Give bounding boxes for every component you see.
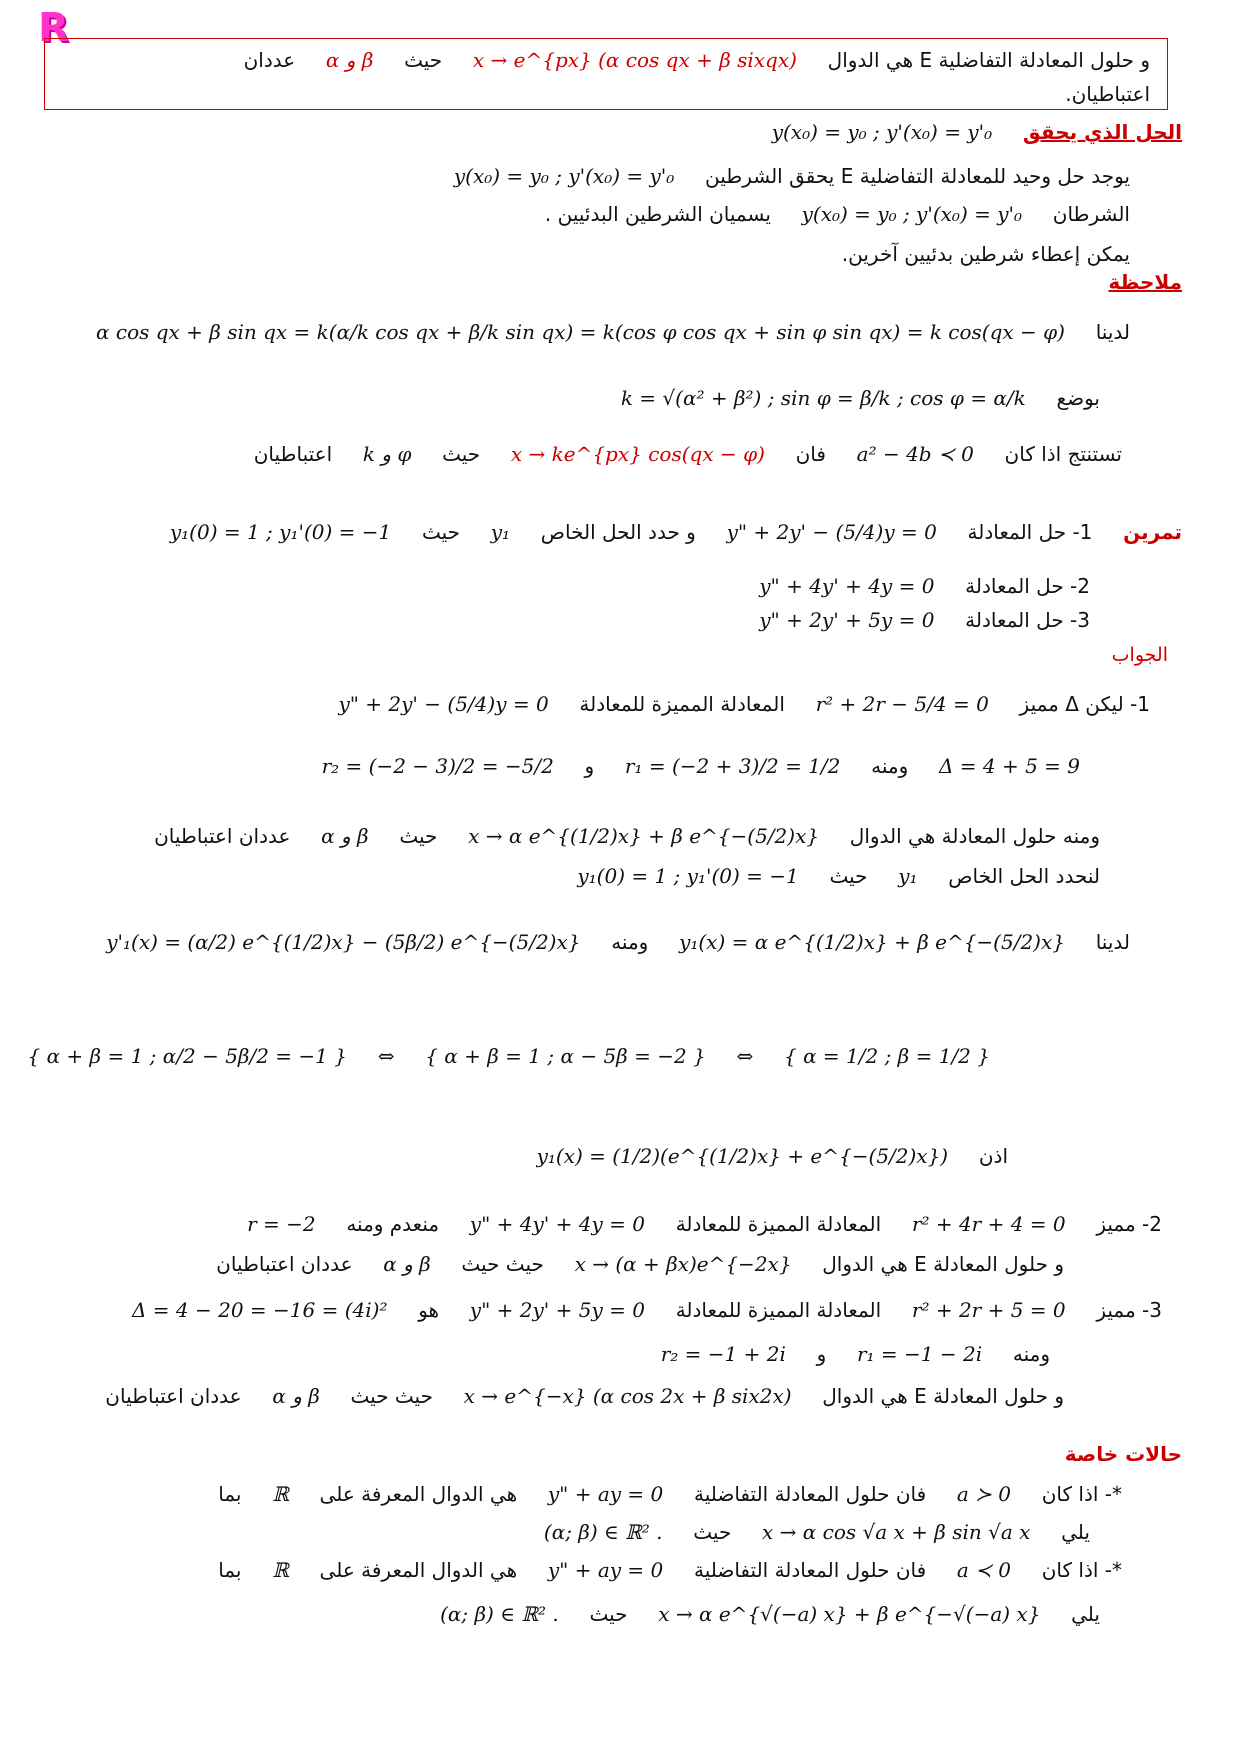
answer-line-c1	[132, 1296, 1162, 1324]
exercise-line-2	[759, 572, 1090, 600]
formula: y₁(x) = α e^{(1/2)x} + β e^{−(5/2)x}	[679, 930, 1065, 954]
text: حيث	[589, 1602, 628, 1626]
text: ومنه	[1012, 1342, 1050, 1366]
answer-line-b2	[216, 1250, 1064, 1278]
section-heading: حالات خاصة	[1064, 1442, 1182, 1466]
formula: y(x₀) = y₀ ; y'(x₀) = y'₀	[453, 164, 675, 188]
unique-line-2	[545, 200, 1130, 228]
text: حيث	[399, 824, 438, 848]
special-line-2	[544, 1518, 1090, 1546]
formula: α cos qx + β sin qx = k(α/k cos qx + β/k sin qx) = k(cos φ cos qx + sin φ sin qx) = k cos(qx − φ)	[96, 320, 1065, 344]
text: حيث حيث	[350, 1384, 433, 1408]
text: المعادلة المميزة للمعادلة	[675, 1212, 882, 1236]
text: لدينا	[1095, 930, 1130, 954]
text: *- اذا كان	[1041, 1482, 1122, 1506]
text: لدينا	[1095, 320, 1130, 344]
formula: ℝ	[272, 1482, 289, 1506]
text: 3- مميز	[1096, 1298, 1162, 1322]
formula: y" + 4y' + 4y = 0	[759, 574, 935, 598]
exercise-line-3	[759, 606, 1090, 634]
text: منعدم ومنه	[346, 1212, 440, 1236]
text: حيث حيث	[461, 1252, 544, 1276]
text: حيث	[442, 442, 481, 466]
formula: a ≺ 0	[956, 1558, 1012, 1582]
text: و حلول المعادلة E هي الدوال	[822, 1384, 1064, 1408]
formula: (α; β) ∈ ℝ² .	[543, 1520, 663, 1544]
text: 3- حل المعادلة	[965, 608, 1090, 632]
formula: y₁(0) = 1 ; y₁'(0) = −1	[169, 520, 392, 544]
logo: R	[38, 5, 69, 51]
text: عددان اعتباطيان	[216, 1252, 353, 1276]
formula: y" + 2y' + 5y = 0	[759, 608, 935, 632]
text: و حلول المعادلة E هي الدوال	[822, 1252, 1064, 1276]
text: هي الدوال المعرفة على	[319, 1482, 518, 1506]
note-line-2	[621, 384, 1100, 412]
text: لنحدد الحل الخاص	[948, 864, 1100, 888]
formula: y₁	[898, 864, 918, 888]
formula: a ≻ 0	[956, 1482, 1012, 1506]
formula: r₂ = (−2 − 3)/2 = −5/2	[321, 754, 554, 778]
text: حيث	[421, 520, 461, 544]
answer-heading-line	[1112, 640, 1168, 669]
formula: r₂ = −1 + 2i	[660, 1342, 786, 1366]
formula: y(x₀) = y₀ ; y'(x₀) = y'₀	[801, 202, 1023, 226]
formula: x → (α + βx)e^{−2x}	[574, 1252, 792, 1276]
note-line-3	[254, 440, 1122, 468]
formula: k = √(α² + β²) ; sin φ = β/k ; cos φ = α/k	[620, 386, 1026, 410]
answer-line-6	[537, 1142, 1008, 1170]
formula: y₁	[490, 520, 511, 544]
boxed-formula: α و β	[325, 48, 374, 72]
answer-system	[0, 1042, 990, 1070]
text: يسميان الشرطين البدئيين .	[544, 202, 771, 226]
answer-line-1	[338, 690, 1150, 718]
text: فان	[795, 442, 826, 466]
answer-line-4	[577, 862, 1100, 890]
text: حيث	[693, 1520, 732, 1544]
boxed-formula: x → e^{px} (α cos qx + β sixqx)	[472, 48, 797, 72]
formula: r₁ = (−2 + 3)/2 = 1/2	[624, 754, 841, 778]
text: و حدد الحل الخاص	[540, 520, 696, 544]
formula: { α + β = 1 ; α − 5β = −2 }	[425, 1044, 706, 1068]
text: و	[584, 754, 595, 778]
text: بما	[218, 1558, 242, 1582]
formula: x → α e^{(1/2)x} + β e^{−(5/2)x}	[468, 824, 820, 848]
formula: x → α cos √a x + β sin √a x	[762, 1520, 1031, 1544]
formula: α و β	[383, 1252, 431, 1276]
formula: x → α e^{√(−a) x} + β e^{−√(−a) x}	[658, 1602, 1041, 1626]
special-line-1	[218, 1480, 1122, 1508]
text: ومنه حلول المعادلة هي الدوال	[849, 824, 1100, 848]
formula: r = −2	[247, 1212, 316, 1236]
boxed-text: اعتباطيان.	[1065, 82, 1150, 106]
text: و	[816, 1342, 827, 1366]
formula: r² + 2r − 5/4 = 0	[815, 692, 989, 716]
boxed-text: حيث	[404, 48, 443, 72]
text: عددان اعتباطيان	[105, 1384, 242, 1408]
text: هي الدوال المعرفة على	[319, 1558, 518, 1582]
text: المعادلة المميزة للمعادلة	[579, 692, 785, 716]
formula: ⇔	[736, 1044, 754, 1068]
formula: Δ = 4 + 5 = 9	[938, 754, 1080, 778]
text: تستنتج اذا كان	[1004, 442, 1122, 466]
text: يمكن إعطاء شرطين بدئيين آخرين.	[841, 242, 1130, 266]
answer-line-3	[154, 822, 1100, 850]
formula: y'₁(x) = (α/2) e^{(1/2)x} − (5β/2) e^{−(5/2)x}	[106, 930, 581, 954]
answer-line-b1	[247, 1210, 1162, 1238]
answer-line-2	[322, 752, 1080, 780]
boxed-line-1	[244, 46, 1150, 74]
special-line-3	[218, 1556, 1122, 1584]
special-heading-line	[1065, 1440, 1182, 1468]
section-heading: تمرين	[1123, 520, 1182, 544]
text: بما	[218, 1482, 242, 1506]
formula: ℝ	[272, 1558, 289, 1582]
text: بوضع	[1056, 386, 1100, 410]
formula: α و β	[321, 824, 369, 848]
formula: x → e^{−x} (α cos 2x + β six2x)	[463, 1384, 792, 1408]
formula: y" + ay = 0	[547, 1482, 664, 1506]
text: *- اذا كان	[1041, 1558, 1122, 1582]
text: ومنه	[871, 754, 909, 778]
text: المعادلة المميزة للمعادلة	[675, 1298, 882, 1322]
text: 2- مميز	[1096, 1212, 1162, 1236]
formula: y₁(x) = (1/2)(e^{(1/2)x} + e^{−(5/2)x})	[536, 1144, 949, 1168]
exercise-line-1	[170, 518, 1182, 546]
text: فان حلول المعادلة التفاضلية	[693, 1558, 927, 1582]
formula: Δ = 4 − 20 = −16 = (4i)²	[132, 1298, 388, 1322]
formula: { α = 1/2 ; β = 1/2 }	[783, 1044, 990, 1068]
formula: x → ke^{px} cos(qx − φ)	[510, 442, 765, 466]
formula: ⇔	[377, 1044, 395, 1068]
answer-line-5	[106, 928, 1130, 956]
text: ومنه	[611, 930, 649, 954]
formula: r₁ = −1 − 2i	[857, 1342, 983, 1366]
unique-line-1	[454, 162, 1130, 190]
text: فان حلول المعادلة التفاضلية	[693, 1482, 927, 1506]
text: عددان اعتباطيان	[154, 824, 291, 848]
text: يلي	[1071, 1602, 1100, 1626]
formula: r² + 4r + 4 = 0	[911, 1212, 1066, 1236]
boxed-text: عددان	[243, 48, 296, 72]
text: يلي	[1061, 1520, 1090, 1544]
text: الشرطان	[1052, 202, 1130, 226]
formula: k و φ	[362, 442, 412, 466]
boxed-text: و حلول المعادلة التفاضلية E هي الدوال	[827, 48, 1150, 72]
formula: y" + 2y' − (5/4)y = 0	[338, 692, 549, 716]
text: 1- حل المعادلة	[967, 520, 1093, 544]
formula: r² + 2r + 5 = 0	[911, 1298, 1066, 1322]
formula: a² − 4b ≺ 0	[856, 442, 974, 466]
text: يوجد حل وحيد للمعادلة التفاضلية E يحقق الشرطين	[705, 164, 1130, 188]
formula: (α; β) ∈ ℝ² .	[440, 1602, 559, 1626]
formula: y" + 2y' − (5/4)y = 0	[726, 520, 937, 544]
formula: { α + β = 1 ; α/2 − 5β/2 = −1 }	[27, 1044, 347, 1068]
formula: y₁(0) = 1 ; y₁'(0) = −1	[577, 864, 799, 888]
section-heading: ملاحظة	[1108, 270, 1182, 294]
unique-line-3	[842, 240, 1130, 268]
note-heading-line	[1108, 268, 1182, 296]
formula: y" + 2y' + 5y = 0	[469, 1298, 645, 1322]
text: 2- حل المعادلة	[965, 574, 1090, 598]
section-heading: الحل الذي يحقق	[1022, 120, 1182, 144]
special-line-4	[440, 1600, 1100, 1628]
answer-line-c3	[105, 1382, 1064, 1410]
text: 1- ليكن Δ مميز	[1019, 692, 1150, 716]
formula: y(x₀) = y₀ ; y'(x₀) = y'₀	[771, 120, 993, 144]
note-line-1	[96, 318, 1130, 346]
boxed-line-2	[1065, 80, 1150, 108]
formula: y" + ay = 0	[547, 1558, 664, 1582]
text: اذن	[978, 1144, 1008, 1168]
formula: y" + 4y' + 4y = 0	[469, 1212, 645, 1236]
unique-heading-line	[772, 118, 1182, 146]
text: اعتباطيان	[253, 442, 333, 466]
text: حيث	[829, 864, 868, 888]
section-heading: الجواب	[1111, 644, 1168, 666]
formula: α و β	[272, 1384, 320, 1408]
answer-line-c2	[661, 1340, 1050, 1368]
text: هو	[418, 1298, 440, 1322]
